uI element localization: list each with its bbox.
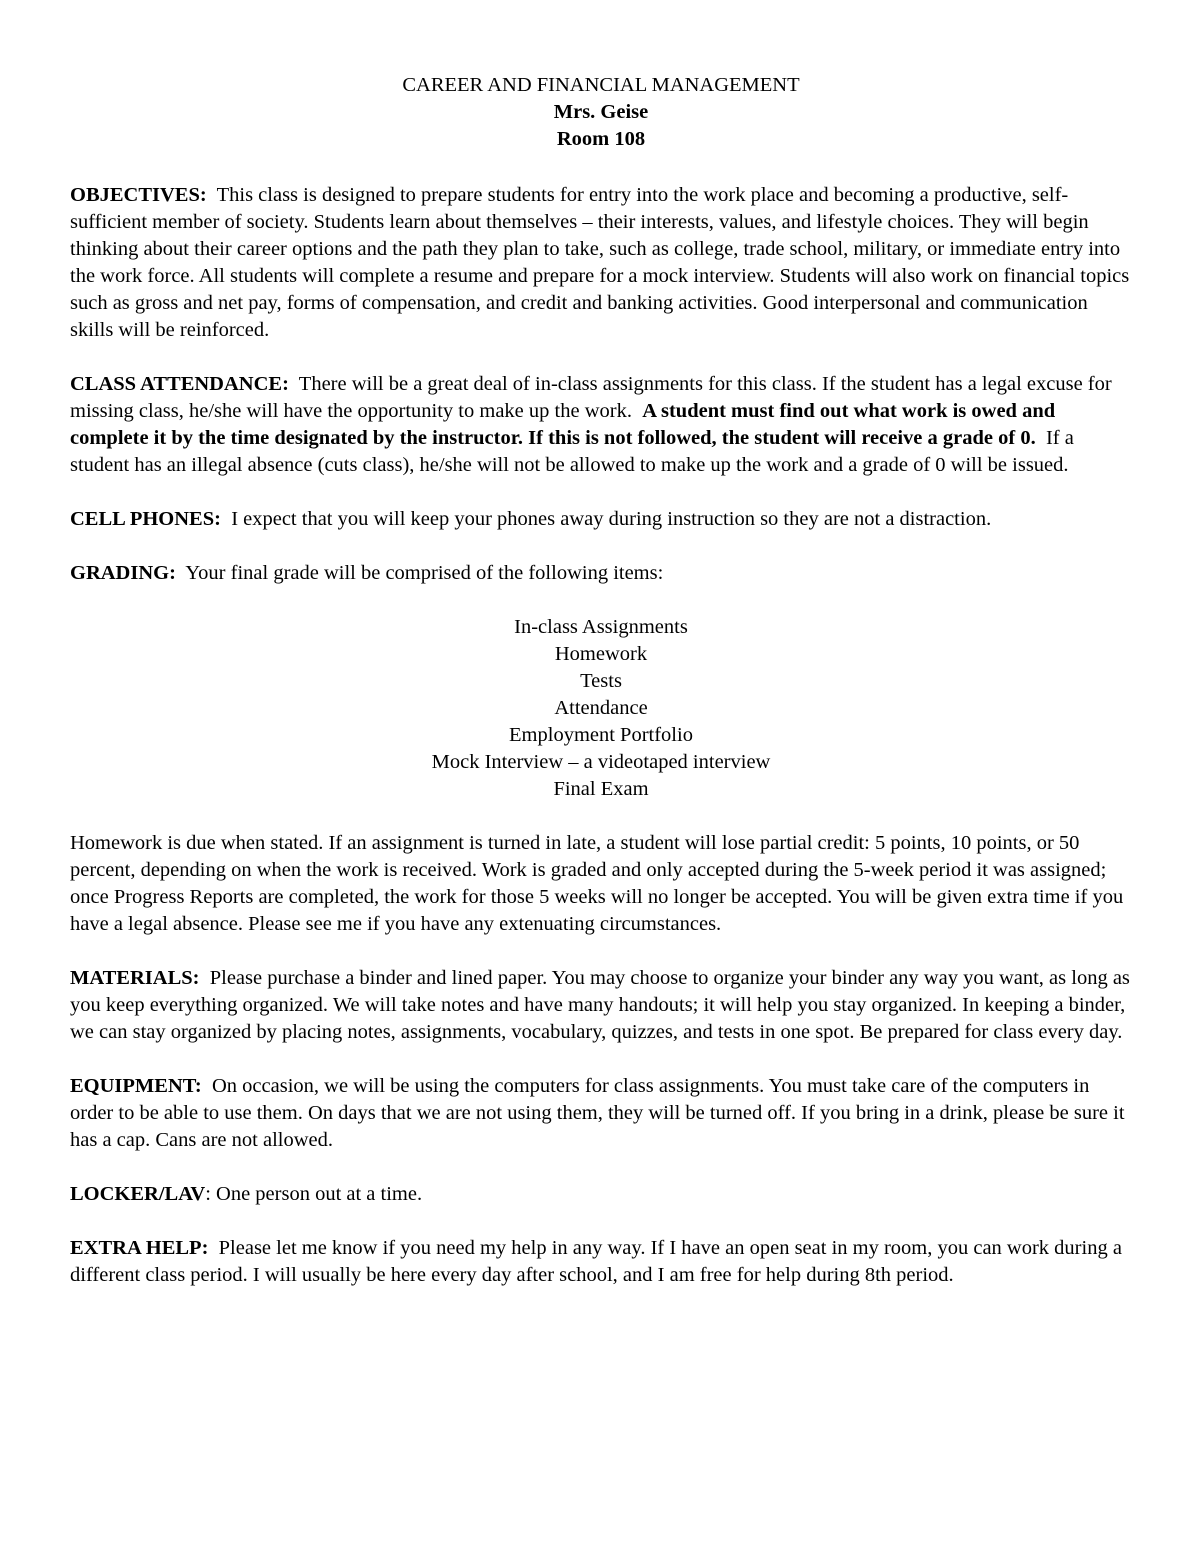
locker-section xyxy=(70,1181,1132,1208)
grading-item: Homework xyxy=(554,643,648,665)
cell-phones-text: I expect that you will keep your phones away during instruction so they are not a distraction. xyxy=(231,508,992,530)
grading-item: Mock Interview – a videotaped interview xyxy=(431,751,771,773)
materials-text: Please purchase a binder and lined paper. You may choose to organize your binder any way you want, as long as you keep everything organized. We will take notes and have many handouts; it will help you stay organized. In keeping a binder, we can stay organized by placing notes, assignments, vocabulary, quizzes, and tests in one spot. Be prepared for class every day. xyxy=(70,967,1130,1043)
locker-text: : One person out at a time. xyxy=(205,1183,423,1205)
teacher-name: Mrs. Geise xyxy=(553,101,649,123)
grading-item: Tests xyxy=(580,670,622,692)
grading-item: Final Exam xyxy=(553,778,649,800)
objectives-text: This class is designed to prepare students for entry into the work place and becoming a productive, self-sufficient member of society. Students learn about themselves – their interests, values, and lifestyle choices. They will begin thinking about their career options and the path they plan to take, such as college, trade school, military, or immediate entry into the work force. All students will complete a resume and prepare for a mock interview. Students will also work on financial topics such as gross and net pay, forms of compensation, and credit and banking activities. Good interpersonal and communication skills will be reinforced. xyxy=(70,184,1130,341)
equipment-text: On occasion, we will be using the computers for class assignments. You must take care of the computers in order to be able to use them. On days that we are not using them, they will be turned off. If you bring in a drink, please be sure it has a cap. Cans are not allowed. xyxy=(70,1075,1125,1151)
attendance-section xyxy=(70,371,1132,479)
attendance-illegal-absence-text: If a student has an illegal absence (cuts class), he/she will not be allowed to make up the work and a grade of 0 will be issued. xyxy=(70,427,1074,476)
equipment-label: EQUIPMENT: xyxy=(70,1075,202,1097)
homework-text: Homework is due when stated. If an assignment is turned in late, a student will lose partial credit: 5 points, 10 points, or 50 percent, depending on when the work is received. Work is graded and only accepted during the 5-week period it was assigned; once Progress Reports are completed, the work for those 5 weeks will no longer be accepted. You will be given extra time if you have a legal absence. Please see me if you have any extenuating circumstances. xyxy=(70,832,1124,935)
document-header xyxy=(70,72,1132,153)
grading-item: Attendance xyxy=(554,697,648,719)
grading-text: Your final grade will be comprised of the following items: xyxy=(185,562,664,584)
equipment-section xyxy=(70,1073,1132,1154)
cell-phones-section xyxy=(70,506,1132,533)
grading-items-list xyxy=(70,614,1132,803)
materials-label: MATERIALS: xyxy=(70,967,200,989)
grading-item: Employment Portfolio xyxy=(509,724,693,746)
objectives-label: OBJECTIVES: xyxy=(70,184,207,206)
materials-section xyxy=(70,965,1132,1046)
cell-phones-label: CELL PHONES: xyxy=(70,508,221,530)
course-title: CAREER AND FINANCIAL MANAGEMENT xyxy=(402,74,800,96)
room-number: Room 108 xyxy=(556,128,646,150)
locker-label: LOCKER/LAV xyxy=(70,1183,206,1205)
extra-help-label: EXTRA HELP: xyxy=(70,1237,209,1259)
homework-paragraph xyxy=(70,830,1132,938)
extra-help-section xyxy=(70,1235,1132,1289)
syllabus-page xyxy=(70,72,1132,1316)
objectives-section xyxy=(70,182,1132,344)
grading-section xyxy=(70,560,1132,587)
grading-item: In-class Assignments xyxy=(514,616,688,638)
attendance-text: There will be a great deal of in-class assignments for this class. If the student has a legal excuse for missing class, he/she will have the opportunity to make up the work. xyxy=(70,373,1112,422)
grading-label: GRADING: xyxy=(70,562,176,584)
extra-help-text: Please let me know if you need my help in any way. If I have an open seat in my room, you can work during a different class period. I will usually be here every day after school, and I am free for help during 8th period. xyxy=(70,1237,1122,1286)
attendance-policy-bold: A student must find out what work is owed and complete it by the time designated by the instructor. If this is not followed, the student will receive a grade of 0. xyxy=(70,400,1056,449)
attendance-label: CLASS ATTENDANCE: xyxy=(70,373,289,395)
